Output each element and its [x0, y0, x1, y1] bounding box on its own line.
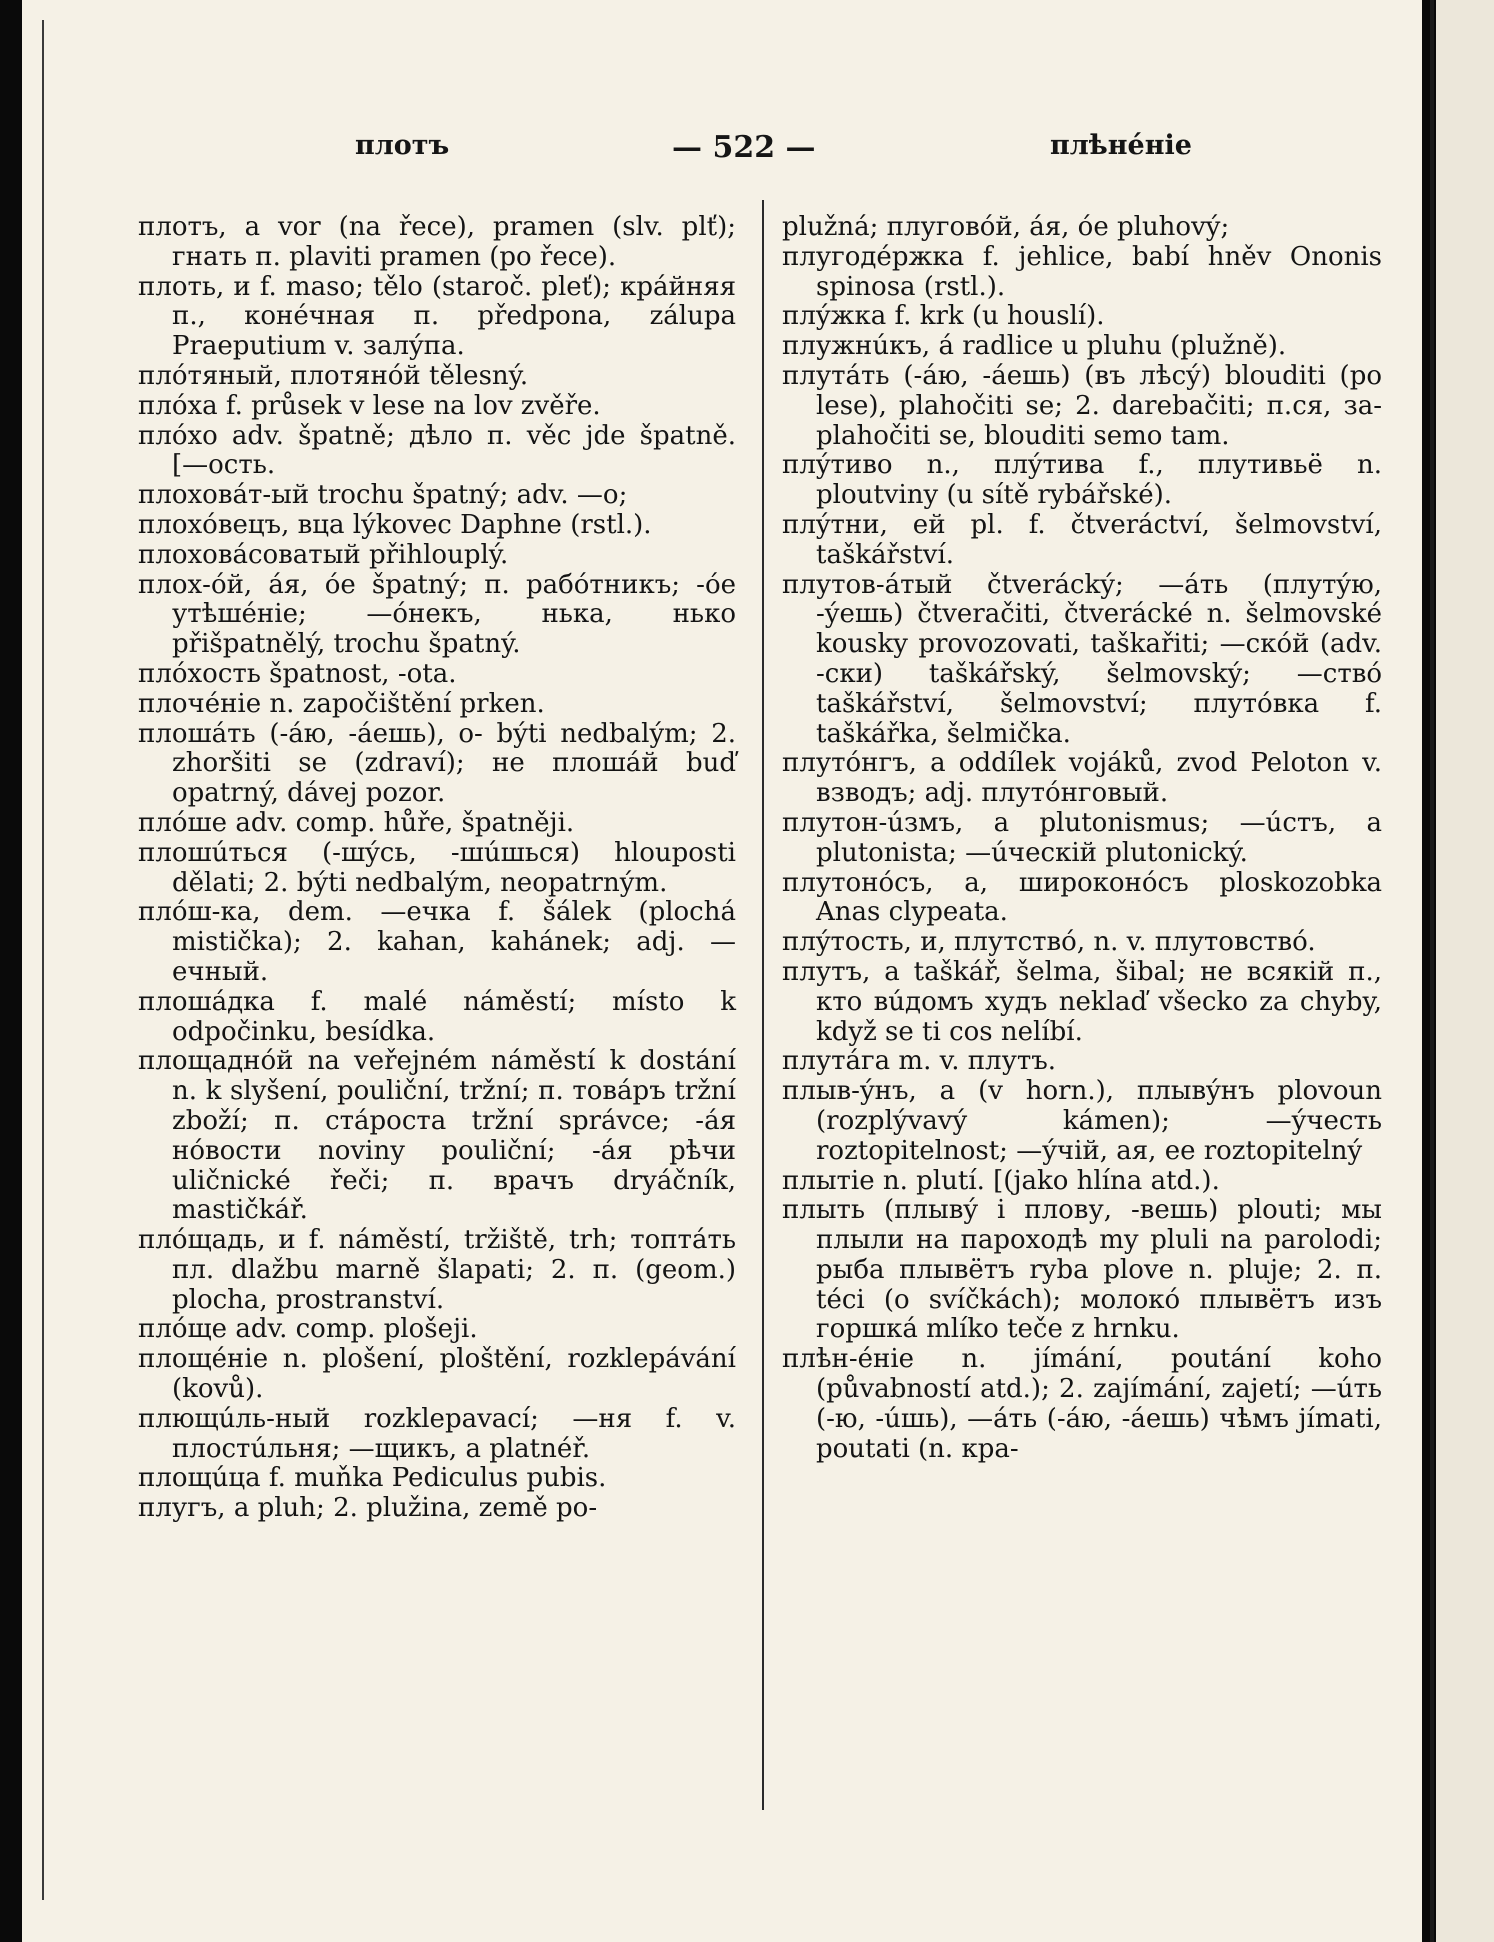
dictionary-entry: плутъ, а taškář, šelma, šibal; не всякій п., кто вúдомъ худъ neklaď všecko za chyby, když se ti cos nelíbí. — [782, 956, 1382, 1047]
dictionary-entry: плутáть (-áю, -áешь) (въ лѣсý) blouditi (po lese), plahočiti se; 2. darebačiti; п.ся, за- plahočiti se, blouditi semo tam. — [782, 360, 1382, 451]
dictionary-entry: плýтость, и, плутствó, n. v. плутовствó. — [782, 927, 1316, 958]
dictionary-entry: плошáть (-áю, -áешь), о- býti nedbalým; 2. zhoršiti se (zdraví); не плошáй buď opatrný, dávej pozor. — [138, 718, 736, 809]
dictionary-entry: плутон-úзмъ, а plutonismus; —úстъ, а plutonista; —úческій plutonický. — [782, 807, 1382, 868]
dictionary-entry: площéніе n. plošení, ploštění, rozklepávání (kovů). — [138, 1344, 736, 1405]
dictionary-entry: плющúль-ный rozklepavací; —ня f. v. плостúльня; —щикъ, а platnéř. — [138, 1403, 736, 1464]
dictionary-entry: плоховáт-ый trochu špatný; adv. —о; — [138, 480, 628, 511]
dictionary-entry: плýтни, ей pl. f. čtveráctví, šelmovství, taškářství. — [782, 509, 1382, 570]
dictionary-entry: плýжка f. krk (u houslí). — [782, 301, 1105, 332]
dictionary-entry: плытіе n. plutí. [(jako hlína atd.). — [782, 1165, 1220, 1196]
dictionary-entry: плóше adv. comp. hůře, špatněji. — [138, 807, 575, 838]
running-head-right: плѣнéніе — [1050, 130, 1192, 161]
right-column — [782, 213, 1382, 1464]
dictionary-entry: плóтяный, плотянóй tělesný. — [138, 360, 529, 391]
dictionary-entry: плугодéржка f. jehlice, babí hněv Ononis spinosa (rstl.). — [782, 241, 1382, 302]
dictionary-entry: плохóвецъ, вца lýkovec Daphne (rstl.). — [138, 509, 652, 540]
left-column — [138, 213, 736, 1524]
dictionary-entry: плугъ, а pluh; 2. plužina, země po- — [138, 1493, 598, 1524]
dictionary-entry: плутáга m. v. плутъ. — [782, 1046, 1057, 1077]
dictionary-entry: плыть (плывý i плову, -вешь) plouti; мы плыли на пароходѣ my pluli na parolodi; рыба плывётъ ryba plove n. pluje; 2. п. téci (o svíčkách); молокó плывётъ изъ горшкá mlíko teče z hrnku. — [782, 1195, 1382, 1345]
dictionary-entry: плóщадь, и f. náměstí, tržiště, trh; топтáть пл. dlažbu marně šlapati; 2. п. (geom.) plocha, prostranství. — [138, 1225, 736, 1315]
next-page-edge — [1436, 0, 1494, 1942]
dictionary-entry: плоть, и f. maso; tělo (staroč. pleť); крáйняя п., конéчная п. předpona, zálupa Praeputium v. залýпа. — [138, 271, 736, 362]
dictionary-entry: плóха f. průsek v lese na lov zvěře. — [138, 390, 601, 421]
dictionary-entry: плутонóсъ, а, широконóсъ ploskozobka Anas clypeata. — [782, 867, 1382, 928]
dictionary-entry: плóхо adv. špatně; дѣло п. věc jde špatně. [—ость. — [138, 420, 736, 481]
dictionary-entry: плоховáсоватый přihlouplý. — [138, 539, 509, 570]
dictionary-entry: плошúться (-шýсь, -шúшься) hlouposti dělati; 2. býti nedbalým, neopatrným. — [138, 837, 736, 898]
dictionary-entry: плутов-áтый čtverácký; —áть (плутýю, -ýешь) čtveračiti, čtverácké n. šelmovské kousky provozovati, taškařiti; —скóй (adv. -ски) taškářský, šelmovský; —ствó taškářství, šelmovství; плутóвка f. taškářka, šelmička. — [782, 569, 1382, 749]
dictionary-entry: площúца f. muňka Pediculus pubis. — [138, 1463, 607, 1494]
running-head-left: плотъ — [355, 130, 450, 161]
page-number: — 522 — — [672, 130, 816, 165]
dictionary-entry: плыв-ýнъ, а (v horn.), плывýнъ plovoun (rozplývavý kámen); —ýчесть roztopitelnost; —ýчій, ая, ее roztopitelný — [782, 1076, 1382, 1166]
column-divider — [762, 200, 764, 1810]
dictionary-entry: плужнúкъ, á radlice u pluhu (plužně). — [782, 331, 1287, 362]
dictionary-entry: плóще adv. comp. plošeji. — [138, 1314, 478, 1345]
dictionary-entry: плóш-ка, dem. —ечка f. šálek (plochá mistička); 2. kahan, kahánek; adj. —ечный. — [138, 897, 736, 987]
dictionary-entry: plužná; плуговóй, áя, óе pluhový; — [782, 212, 1230, 242]
page-edge — [1430, 0, 1434, 1942]
dictionary-entry: плох-óй, áя, óе špatný; п. рабóтникъ; -óе утѣшéніе; —óнекъ, нька, нько přišpatnělý, trochu špatný. — [138, 569, 736, 660]
dictionary-entry: плотъ, а vor (na řece), pramen (slv. plť); гнать п. plaviti pramen (po řece). — [138, 212, 736, 272]
dictionary-entry: плѣн-éніе n. jímání, poutání koho (půvabností atd.); 2. zajímání, zajetí; —úть (-ю, -úшь), —áть (-áю, -áешь) чѣмъ jímati, poutati (n. кра- — [782, 1344, 1382, 1464]
dictionary-entry: площаднóй na veřejném náměstí k dostání n. k slyšení, pouliční, tržní; п. товáръ tržní zboží; п. стáроста tržní správce; -áя нóвости noviny pouliční; -áя рѣчи uličnické řeči; п. врачъ dryáčník, mastičkář. — [138, 1046, 736, 1226]
dictionary-entry: плошáдка f. malé náměstí; místo k odpočinku, besídka. — [138, 986, 736, 1047]
dictionary-entry: плутóнгъ, а oddílek vojáků, zvod Peloton v. взводъ; adj. плутóнговый. — [782, 748, 1382, 809]
left-margin-rule — [42, 20, 44, 1900]
dictionary-entry: плочéніе n. započištění prken. — [138, 688, 545, 719]
dictionary-entry: плýтиво n., плýтива f., плутивьё n. ploutviny (u sítě rybářské). — [782, 450, 1382, 511]
dictionary-entry: плóхость špatnost, -ota. — [138, 658, 457, 689]
